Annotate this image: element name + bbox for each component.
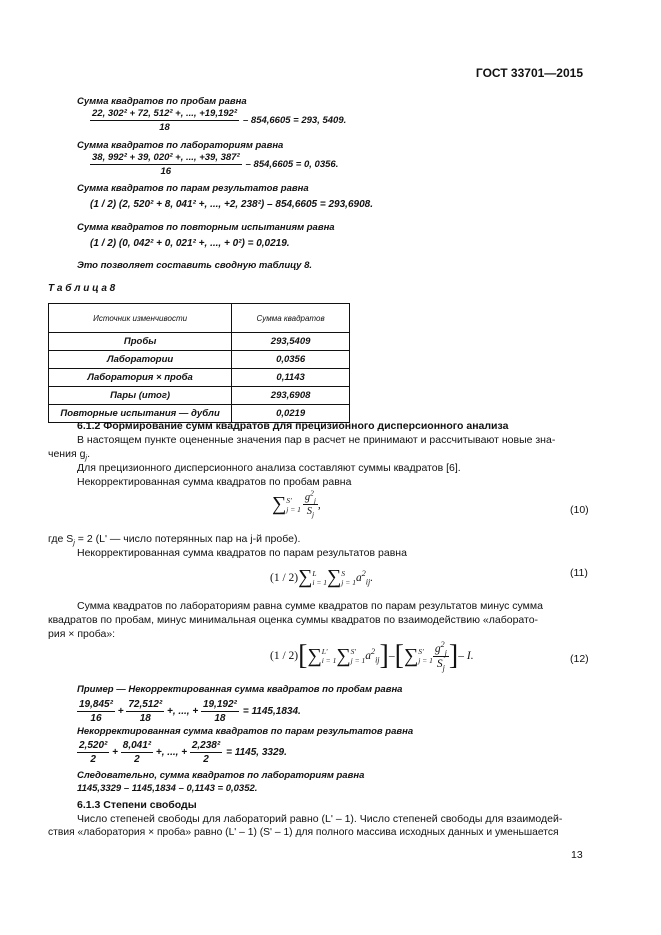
table-row [49, 369, 350, 387]
calc-numerator: 38, 992² + 39, 020² +, ..., +39, 387² [92, 152, 240, 163]
table-row [49, 351, 350, 369]
paragraph-line: ствия «лаборатория × проба» равно (L' – 1) (S' – 1) для полного массива исходных данных и уменьшается [48, 827, 559, 838]
paragraph-line: Некорректированная сумма квадратов по парам результатов равна [77, 547, 407, 559]
calc-formula-repeats: (1 / 2) (0, 042² + 0, 021² +, ..., + 0²) = 0,0219. [90, 238, 290, 249]
example-caption: Пример — Некорректированная сумма квадратов по пробам равна [77, 684, 403, 695]
equation-number-12: (12) [570, 653, 589, 665]
paragraph-line: чения $g_j$. [48, 448, 90, 463]
table-row [49, 333, 350, 351]
calc-caption-labs: Сумма квадратов по лабораториям равна [77, 140, 284, 151]
example-caption: Следовательно, сумма квадратов по лабораториям равна [77, 770, 365, 781]
paragraph-line: Некорректированная сумма квадратов по пробам равна [77, 476, 352, 488]
table-caption: Т а б л и ц а 8 [48, 283, 116, 294]
calc-numerator: 22, 302² + 72, 512² +, ..., +19,192² [92, 108, 237, 119]
equation-12: (1 / 2) [ ∑ L' i = 1 ∑ S' j = 1 $a^2_{ij}$ ] – [ ∑ S' j = 1 $\frac{g^2_j}{S_j}$ ] – I. [270, 639, 474, 672]
paragraph-line: Число степеней свободы для лабораторий равно (L' – 1). Число степеней свободы для взаимодей- [77, 813, 563, 825]
paragraph-line: Для прецизионного дисперсионного анализа составляют суммы квадратов [6]. [77, 462, 461, 474]
example-result-line: 1145,3329 – 1145,1834 – 0,1143 = 0,0352. [77, 783, 258, 794]
cell-source: Лаборатория × проба [49, 369, 232, 387]
calc-caption-samples: Сумма квадратов по пробам равна [77, 96, 247, 107]
column-header-source: Источник изменчивости [49, 304, 232, 333]
cell-sum: 0,0356 [232, 351, 350, 369]
equation-number-10: (10) [570, 504, 589, 516]
calc-formula-samples [90, 108, 346, 133]
paragraph-line: В настоящем пункте оцененные значения пар в расчет не принимают и рассчитывают новые зна- [77, 434, 556, 446]
equation-number-11: (11) [570, 567, 588, 579]
summary-note: Это позволяет составить сводную таблицу 8. [77, 260, 312, 271]
page-number: 13 [571, 849, 583, 861]
cell-sum: 0,1143 [232, 369, 350, 387]
cell-sum: 0,0219 [232, 405, 350, 423]
calc-caption-repeats: Сумма квадратов по повторным испытаниям равна [77, 222, 335, 233]
equation-10: ∑ S' j = 1 $\frac{g^2_j}{S_j}$ , [272, 488, 321, 520]
table-row [49, 387, 350, 405]
example-formula-2: $\frac{\text{2,520²}}{2}$ + $\frac{\text{8,041²}}{2}$ +, ..., + $\frac{\text{2,238²}}{2}$ = 1145, 3329. [79, 740, 287, 765]
equation-11: (1 / 2) ∑ L i = 1 ∑ S j = 1 $a^2_{ij}$. [270, 566, 374, 588]
example-formula-1: $\frac{\text{19,845²}}{16}$ + $\frac{\text{72,512²}}{18}$ +, ..., + $\frac{\text{19,192²}}{18}$ = 1145,1834. [79, 699, 301, 724]
cell-source: Повторные испытания — дубли [49, 405, 232, 423]
cell-source: Пробы [49, 333, 232, 351]
column-header-sum: Сумма квадратов [232, 304, 350, 333]
calc-denominator: 16 [160, 166, 172, 177]
cell-sum: 293,5409 [232, 333, 350, 351]
cell-source: Лаборатории [49, 351, 232, 369]
cell-source: Пары (итог) [49, 387, 232, 405]
cell-sum: 293,6908 [232, 387, 350, 405]
calc-denominator: 18 [159, 122, 170, 133]
paragraph-line: Сумма квадратов по лабораториям равна сумме квадратов по парам результатов минус сумма [77, 600, 543, 612]
calc-result: – 854,6605 = 0, 0356. [245, 159, 339, 170]
calc-caption-pairs: Сумма квадратов по парам результатов равна [77, 183, 309, 194]
sum-of-squares-table [48, 303, 350, 423]
document-number: ГОСТ 33701—2015 [475, 66, 583, 80]
calc-formula-pairs: (1 / 2) (2, 520² + 8, 041² +, ..., +2, 238²) – 854,6605 = 293,6908. [90, 199, 373, 210]
paragraph-line: где $S_j = 2$ (L' — число потерянных пар на j-й пробе). [48, 533, 301, 548]
section-heading-6-1-2: 6.1.2 Формирование сумм квадратов для прецизионного дисперсионного анализа [77, 420, 509, 432]
calc-formula-labs [90, 152, 338, 177]
example-caption: Некорректированная сумма квадратов по парам результатов равна [77, 726, 414, 737]
paragraph-line: рия × проба»: [48, 628, 116, 640]
section-heading-6-1-3: 6.1.3 Степени свободы [77, 799, 197, 811]
paragraph-line: квадратов по пробам, минус минимальная оценка суммы квадратов по взаимодействию «лаборато- [48, 614, 539, 626]
calc-result: – 854,6605 = 293, 5409. [242, 115, 347, 126]
